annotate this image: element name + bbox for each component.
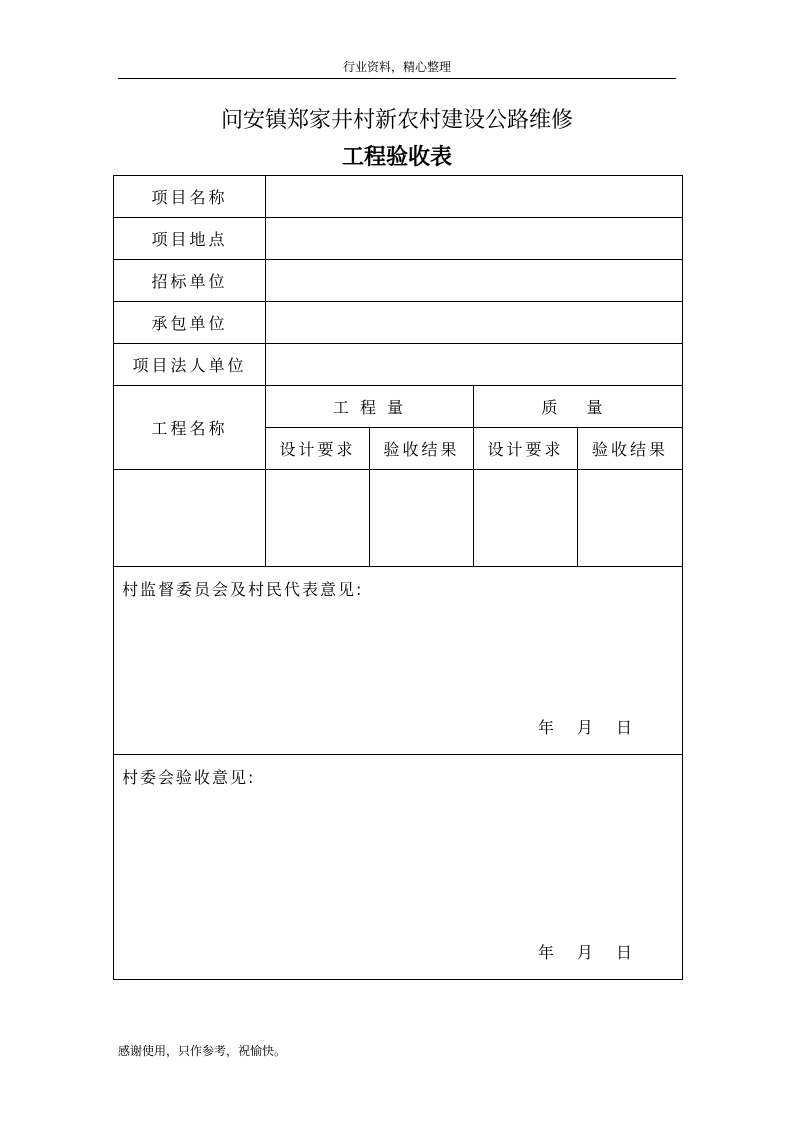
- supervision-opinion-date: 年 月 日: [537, 718, 632, 737]
- label-engineering-name: 工程名称: [114, 386, 266, 470]
- cell-quality-result[interactable]: [578, 470, 683, 567]
- form-row-legal-entity-unit: [114, 344, 683, 386]
- label-contractor-unit: 承包单位: [114, 302, 266, 344]
- header-quality: 质 量: [474, 386, 683, 428]
- cell-engineering-name[interactable]: [114, 470, 266, 567]
- cell-quantity-design[interactable]: [266, 470, 370, 567]
- label-legal-entity-unit: 项目法人单位: [114, 344, 266, 386]
- value-project-name[interactable]: [266, 176, 683, 218]
- form-row-engineering-data: [114, 470, 683, 567]
- page-header: 行业资料，精心整理: [118, 58, 676, 79]
- form-row-project-location: [114, 218, 683, 260]
- label-tendering-unit: 招标单位: [114, 260, 266, 302]
- form-row-project-name: [114, 176, 683, 218]
- label-project-name: 项目名称: [114, 176, 266, 218]
- form-row-supervision-opinion: [114, 567, 683, 755]
- committee-opinion-cell[interactable]: [114, 755, 683, 980]
- subheader-quantity-result: 验收结果: [370, 428, 474, 470]
- header-quantity: 工 程 量: [266, 386, 474, 428]
- form-row-engineering-header: [114, 386, 683, 428]
- committee-opinion-label: 村委会验收意见:: [122, 768, 256, 787]
- form-row-contractor-unit: [114, 302, 683, 344]
- document-title: 问安镇郑家井村新农村建设公路维修: [220, 108, 573, 133]
- supervision-opinion-cell[interactable]: [114, 567, 683, 755]
- value-project-location[interactable]: [266, 218, 683, 260]
- form-row-committee-opinion: [114, 755, 683, 980]
- supervision-opinion-label: 村监督委员会及村民代表意见:: [122, 580, 364, 599]
- value-contractor-unit[interactable]: [266, 302, 683, 344]
- cell-quality-design[interactable]: [474, 470, 578, 567]
- value-legal-entity-unit[interactable]: [266, 344, 683, 386]
- subheader-quantity-design: 设计要求: [266, 428, 370, 470]
- document-subtitle: 工程验收表: [341, 144, 452, 170]
- value-tendering-unit[interactable]: [266, 260, 683, 302]
- subheader-quality-result: 验收结果: [578, 428, 683, 470]
- acceptance-form-table: [113, 175, 683, 980]
- subheader-quality-design: 设计要求: [474, 428, 578, 470]
- page-footer: 感谢使用，只作参考，祝愉快。: [118, 1044, 287, 1058]
- label-project-location: 项目地点: [114, 218, 266, 260]
- cell-quantity-result[interactable]: [370, 470, 474, 567]
- committee-opinion-date: 年 月 日: [537, 943, 632, 962]
- form-row-tendering-unit: [114, 260, 683, 302]
